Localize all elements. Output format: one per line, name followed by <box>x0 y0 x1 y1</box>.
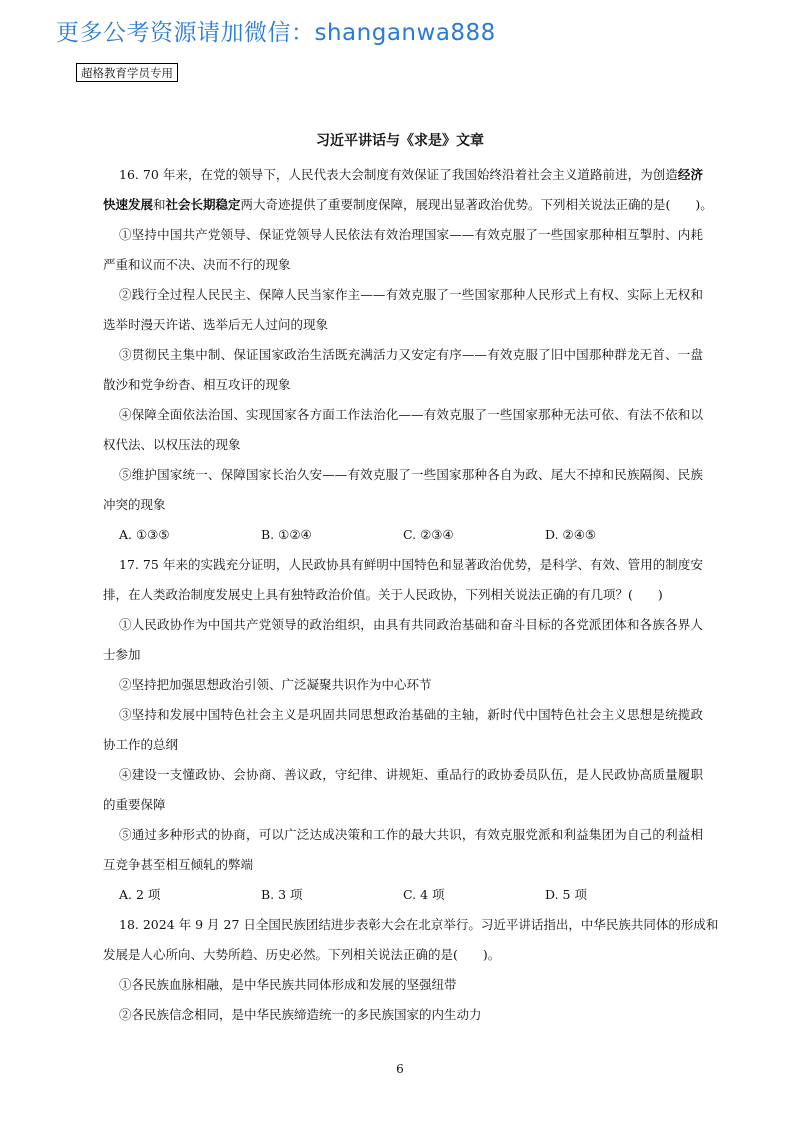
q17-item4-line2: 的重要保障 <box>103 797 166 812</box>
q18-stem-line2: 发展是人心所向、大势所趋、历史必然。下列相关说法正确的是( )。 <box>103 947 501 962</box>
q16-stem-line1: 16. 70 年来，在党的领导下，人民代表大会制度有效保证了我国始终沿着社会主义道路前进，为创造经济 <box>119 167 703 182</box>
q16-item3-line2: 散沙和党争纷杳、相互攻讦的现象 <box>103 377 291 392</box>
q16-item5-line2: 冲突的现象 <box>103 497 166 512</box>
q16-option-b: B. ①②④ <box>261 527 312 542</box>
q17-option-c: C. 4 项 <box>403 887 445 902</box>
q17-stem-line1: 17. 75 年来的实践充分证明，人民政协具有鲜明中国特色和显著政治优势，是科学、有效、管用的制度安 <box>119 557 703 572</box>
q16-options <box>103 520 703 550</box>
q17-stem-line2: 排，在人类政治制度发展史上具有独特政治价值。关于人民政协，下列相关说法正确的有几项？( ) <box>103 587 663 602</box>
q17-item1-line2: 士参加 <box>103 647 141 662</box>
q16-item2-line2: 选举时漫天许诺、选举后无人过问的现象 <box>103 317 329 332</box>
q16-option-d: D. ②④⑤ <box>545 527 597 542</box>
q17-item2: ②坚持把加强思想政治引领、广泛凝聚共识作为中心环节 <box>119 677 432 692</box>
q18-item1: ①各民族血脉相融，是中华民族共同体形成和发展的坚强纽带 <box>119 977 457 992</box>
student-only-tag: 超格教育学员专用 <box>76 63 178 82</box>
q16-item2-line1: ②践行全过程人民民主、保障人民当家作主——有效克服了一些国家那种人民形式上有权、实际上无权和 <box>119 287 703 302</box>
q17-item5-line2: 互竞争甚至相互倾轧的弊端 <box>103 857 254 872</box>
q16-item5-line1: ⑤维护国家统一、保障国家长治久安——有效克服了一些国家那种各自为政、尾大不掉和民族隔阂、民族 <box>119 467 703 482</box>
page-number: 6 <box>396 1062 404 1076</box>
q18-item2: ②各民族信念相同，是中华民族缔造统一的多民族国家的内生动力 <box>119 1007 482 1022</box>
q16-item1-line2: 严重和议而不决、决而不行的现象 <box>103 257 291 272</box>
q17-option-d: D. 5 项 <box>545 887 587 902</box>
q17-item5-line1: ⑤通过多种形式的协商，可以广泛达成决策和工作的最大共识，有效克服党派和利益集团为自己的利益相 <box>119 827 703 842</box>
q17-options <box>103 880 703 910</box>
q17-item4-line1: ④建设一支懂政协、会协商、善议政，守纪律、讲规矩、重品行的政协委员队伍，是人民政协高质量履职 <box>119 767 703 782</box>
q16-option-a: A. ①③⑤ <box>119 527 170 542</box>
q17-item1-line1: ①人民政协作为中国共产党领导的政治组织，由具有共同政治基础和奋斗目标的各党派团体和各族各界人 <box>119 617 703 632</box>
q16-item1-line1: ①坚持中国共产党领导、保证党领导人民依法有效治理国家——有效克服了一些国家那种相互掣肘、内耗 <box>119 227 703 242</box>
question-content <box>103 160 719 1030</box>
q18-stem-line1: 18. 2024 年 9 月 27 日全国民族团结进步表彰大会在北京举行。习近平讲话指出，中华民族共同体的形成和 <box>119 917 719 932</box>
q16-item4-line1: ④保障全面依法治国、实现国家各方面工作法治化——有效克服了一些国家那种无法可依、有法不依和以 <box>119 407 703 422</box>
q17-option-b: B. 3 项 <box>261 887 303 902</box>
watermark-contact: 更多公考资源请加微信：shanganwa888 <box>56 20 496 46</box>
q16-stem-line2: 快速发展和社会长期稳定两大奇迹提供了重要制度保障，展现出显著政治优势。下列相关说法正确的是( )。 <box>103 197 713 212</box>
q17-item3-line1: ③坚持和发展中国特色社会主义是巩固共同思想政治基础的主轴，新时代中国特色社会主义思想是统揽政 <box>119 707 703 722</box>
q16-item4-line2: 权代法、以权压法的现象 <box>103 437 241 452</box>
q17-option-a: A. 2 项 <box>119 887 161 902</box>
q16-item3-line1: ③贯彻民主集中制、保证国家政治生活既充满活力又安定有序——有效克服了旧中国那种群龙无首、一盘 <box>119 347 703 362</box>
section-title: 习近平讲话与《求是》文章 <box>316 133 484 149</box>
q17-item3-line2: 协工作的总纲 <box>103 737 179 752</box>
q16-option-c: C. ②③④ <box>403 527 454 542</box>
